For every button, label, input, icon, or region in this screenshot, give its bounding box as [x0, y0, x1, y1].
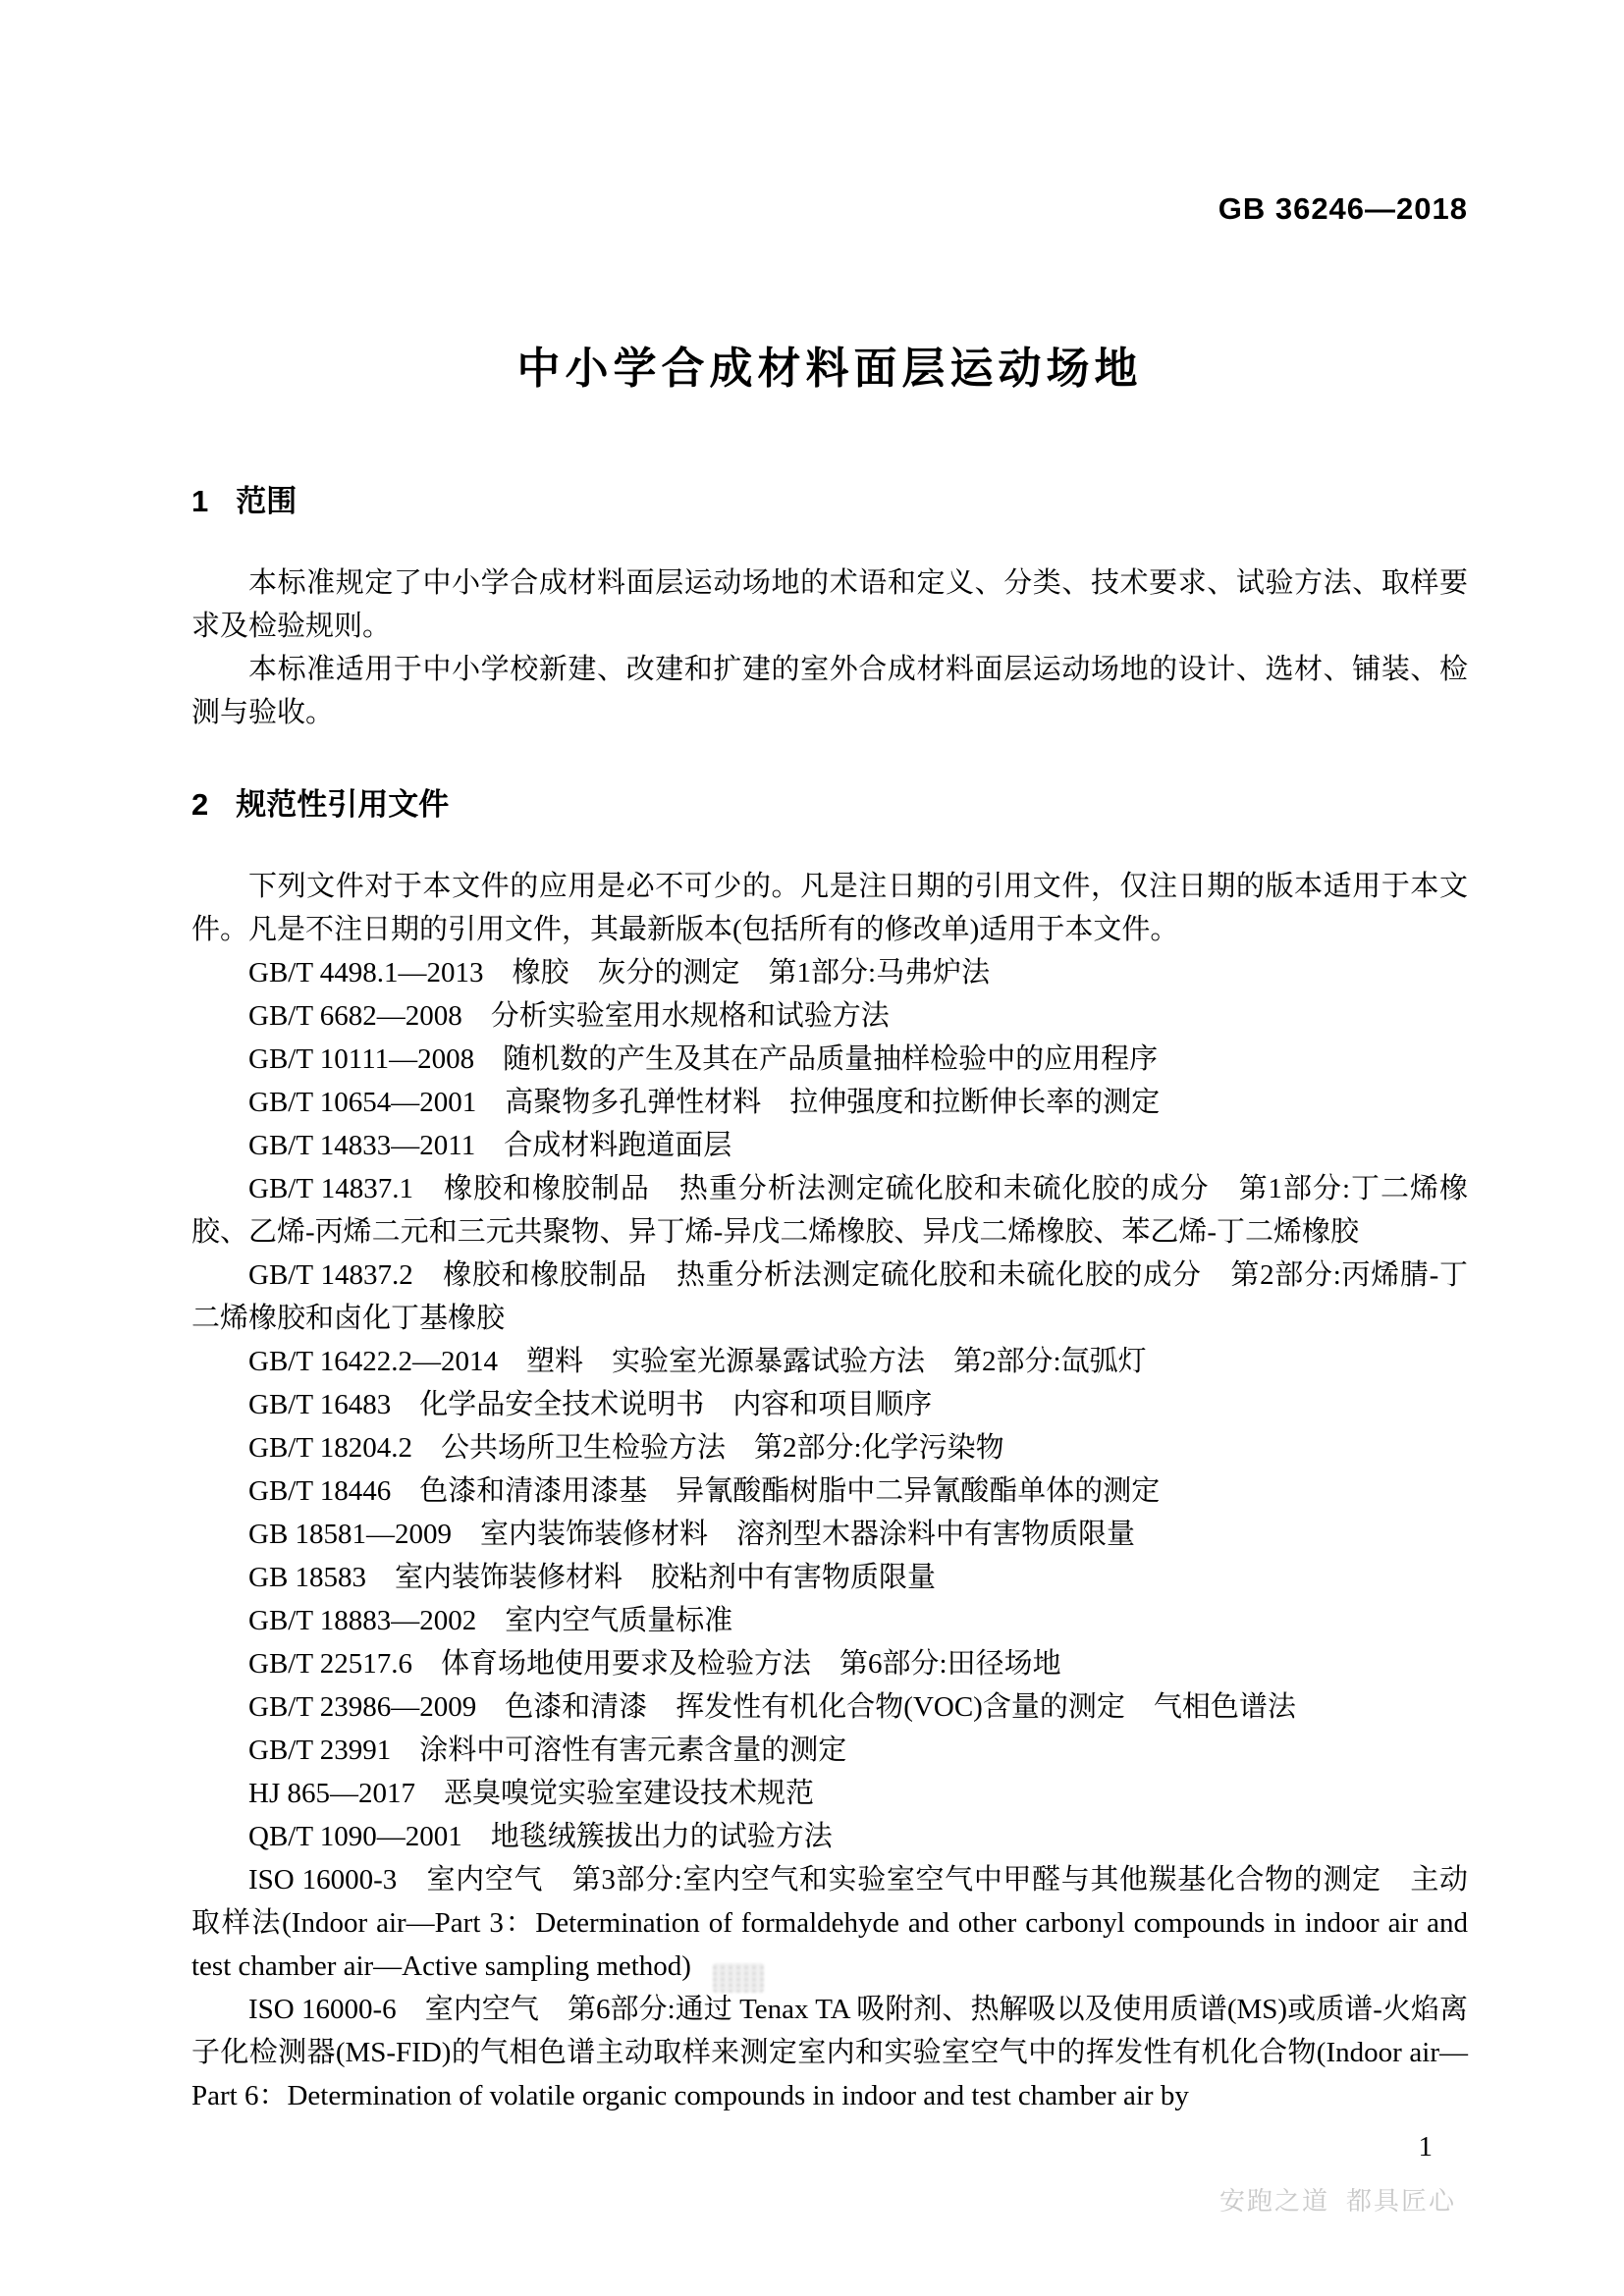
reference-item: GB/T 23986—2009 色漆和清漆 挥发性有机化合物(VOC)含量的测定 气相色谱法	[248, 1691, 1296, 1723]
reference-item: GB/T 10654—2001 高聚物多孔弹性材料 拉伸强度和拉断伸长率的测定	[248, 1087, 1161, 1118]
section-2-heading	[191, 782, 1468, 828]
reference-item: ISO 16000-6 室内空气 第6部分:通过 Tenax TA 吸附剂、热解吸以及使用质谱(MS)或质谱-火焰离子化检测器(MS-FID)的气相色谱主动取样来测定室内和实验室空气中的挥发性有机化合物(Indoor air—Part 6：Determination of volatile organic compounds in indoor and test chamber air by	[191, 1994, 1468, 2111]
section-1-heading	[191, 479, 1468, 524]
section-2-number: 2	[191, 787, 209, 822]
reference-item: GB/T 16483 化学品安全技术说明书 内容和项目顺序	[248, 1389, 933, 1420]
references-intro-paragraph: 下列文件对于本文件的应用是必不可少的。凡是注日期的引用文件，仅注日期的版本适用于本文件。凡是不注日期的引用文件，其最新版本(包括所有的修改单)适用于本文件。	[191, 871, 1468, 945]
reference-item: GB 18581—2009 室内装饰装修材料 溶剂型木器涂料中有害物质限量	[248, 1519, 1136, 1550]
page-number: 1	[1418, 2131, 1433, 2163]
reference-item: GB/T 6682—2008 分析实验室用水规格和试验方法	[248, 1000, 890, 1032]
scan-smudge-artifact	[713, 1963, 764, 1993]
reference-item: GB/T 18446 色漆和清漆用漆基 异氰酸酯树脂中二异氰酸酯单体的测定	[248, 1475, 1161, 1507]
reference-list	[191, 951, 1468, 2117]
reference-item: GB/T 18204.2 公共场所卫生检验方法 第2部分:化学污染物	[248, 1432, 1004, 1464]
scope-paragraph: 本标准规定了中小学合成材料面层运动场地的术语和定义、分类、技术要求、试验方法、取样要求及检验规则。	[191, 567, 1468, 642]
reference-item: QB/T 1090—2001 地毯绒簇拔出力的试验方法	[248, 1821, 833, 1852]
scope-paragraph: 本标准适用于中小学校新建、改建和扩建的室外合成材料面层运动场地的设计、选材、铺装、检测与验收。	[191, 654, 1468, 728]
section-2-title: 规范性引用文件	[236, 787, 450, 822]
reference-item: GB/T 16422.2—2014 塑料 实验室光源暴露试验方法 第2部分:氙弧灯	[248, 1346, 1147, 1377]
reference-item: GB/T 14837.1 橡胶和橡胶制品 热重分析法测定硫化胶和未硫化胶的成分 第1部分:丁二烯橡胶、乙烯-丙烯二元和三元共聚物、异丁烯-异戊二烯橡胶、异戊二烯橡胶、苯乙烯-丁二烯橡胶	[191, 1173, 1468, 1248]
standard-code: GB 36246—2018	[1218, 191, 1468, 226]
vendor-watermark: 安跑之道 都具匠心	[1218, 2187, 1456, 2216]
reference-item: GB/T 10111—2008 随机数的产生及其在产品质量抽样检验中的应用程序	[248, 1043, 1159, 1075]
reference-item: ISO 16000-3 室内空气 第3部分:室内空气和实验室空气中甲醛与其他羰基化合物的测定 主动取样法(Indoor air—Part 3：Determination of formaldehyde and other carbonyl compounds in indoor air and test chamber air—Active sampling method)	[191, 1864, 1468, 1982]
section-1-title: 范围	[236, 484, 298, 518]
reference-item: GB/T 18883—2002 室内空气质量标准	[248, 1605, 733, 1636]
reference-item: GB/T 22517.6 体育场地使用要求及检验方法 第6部分:田径场地	[248, 1648, 1061, 1680]
reference-item: GB/T 4498.1—2013 橡胶 灰分的测定 第1部分:马弗炉法	[248, 957, 991, 988]
reference-item: HJ 865—2017 恶臭嗅觉实验室建设技术规范	[248, 1778, 814, 1809]
reference-item: GB/T 14837.2 橡胶和橡胶制品 热重分析法测定硫化胶和未硫化胶的成分 第2部分:丙烯腈-丁二烯橡胶和卤化丁基橡胶	[191, 1259, 1468, 1334]
reference-item: GB/T 23991 涂料中可溶性有害元素含量的测定	[248, 1735, 847, 1766]
document-title: 中小学合成材料面层运动场地	[516, 345, 1143, 393]
section-1-number: 1	[191, 484, 209, 518]
reference-item: GB 18583 室内装饰装修材料 胶粘剂中有害物质限量	[248, 1562, 937, 1593]
reference-item: GB/T 14833—2011 合成材料跑道面层	[248, 1130, 732, 1161]
